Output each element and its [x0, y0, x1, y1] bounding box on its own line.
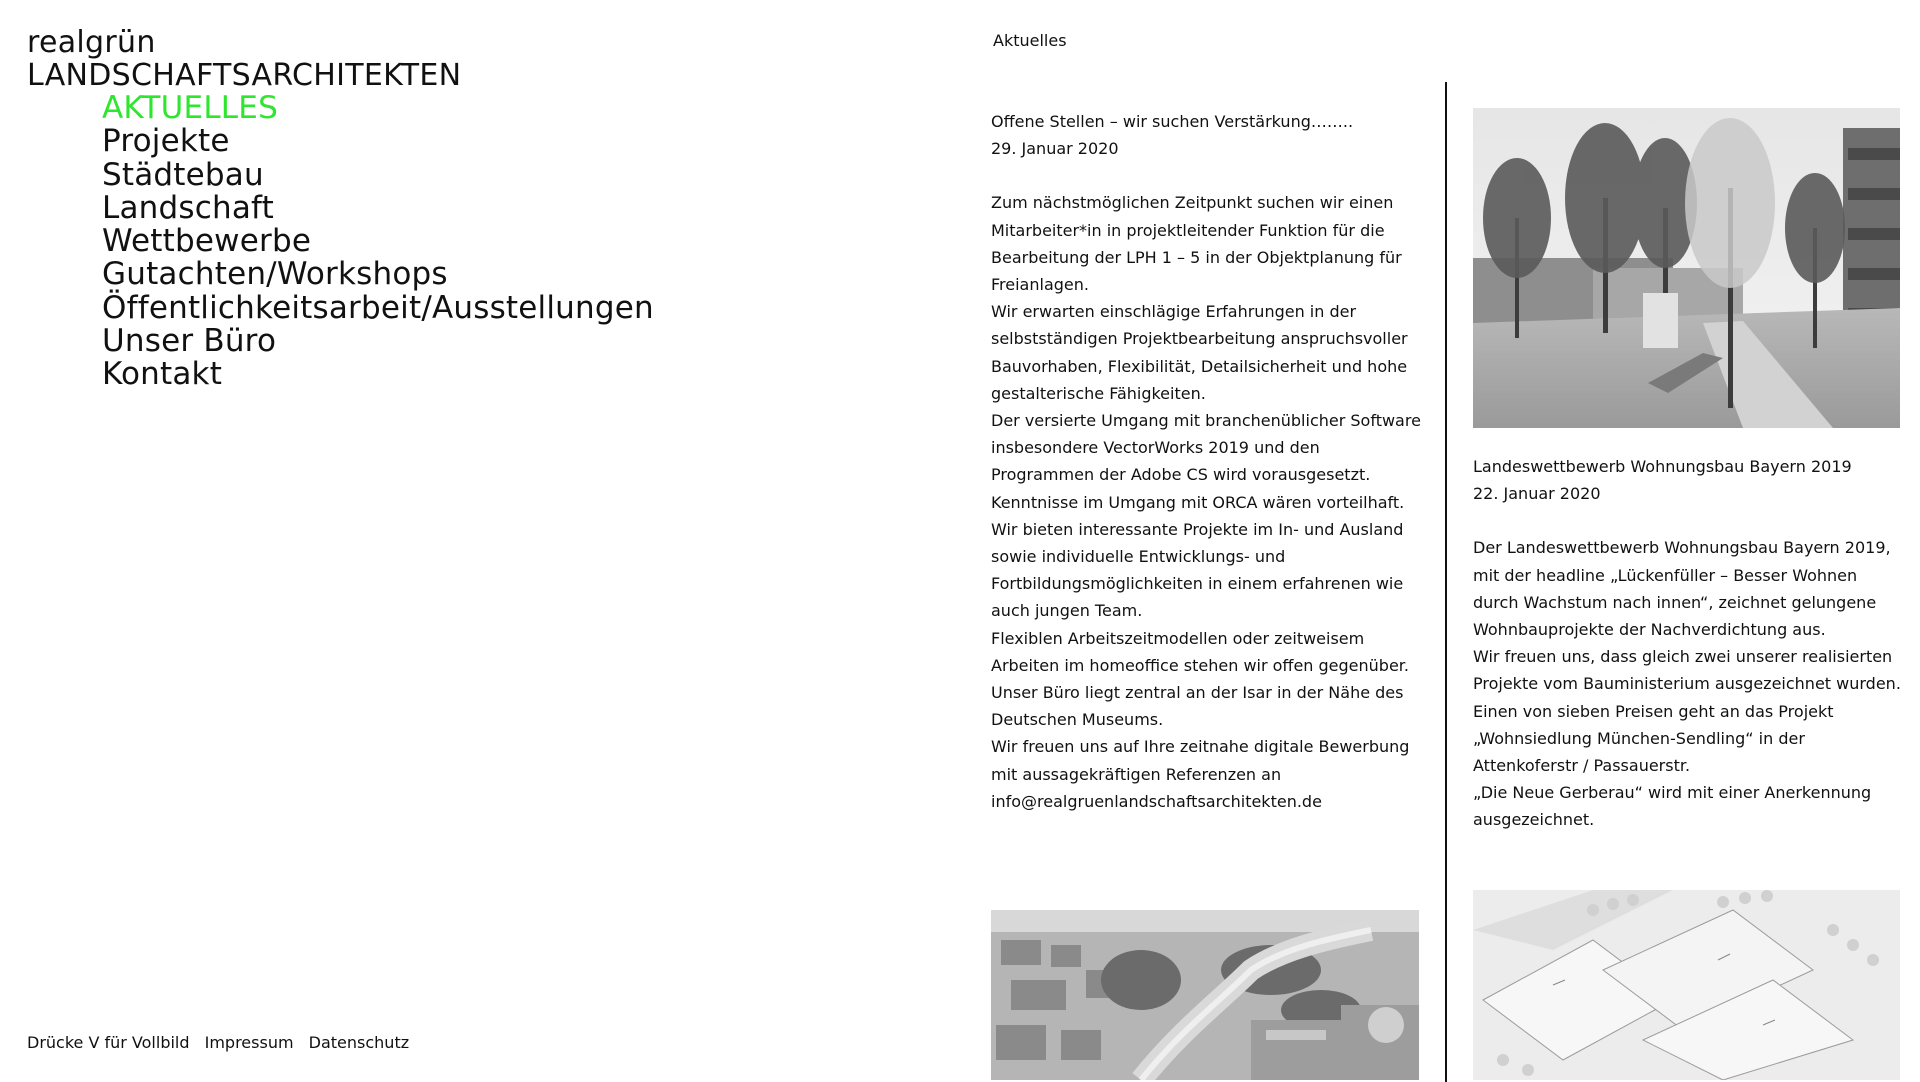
datenschutz-link[interactable]: Datenschutz: [308, 1033, 410, 1052]
fullscreen-hint[interactable]: Drücke V für Vollbild: [27, 1033, 190, 1052]
post-paragraph: Der Landeswettbewerb Wohnungsbau Bayern 2019, mit der headline „Lückenfüller – Besser Wohnen durch Wachstum nach innen“, zeichnet gelungene Wohnbauprojekte der Nachverdichtung aus.: [1473, 538, 1891, 640]
post-paragraph: Flexiblen Arbeitszeitmodellen oder zeitweisem Arbeiten im homeoffice stehen wir offen gegenüber.: [991, 628, 1409, 675]
post-body: [991, 189, 1426, 815]
breadcrumb: Aktuelles: [993, 31, 1067, 50]
post-body: [1473, 534, 1903, 833]
site-logo[interactable]: [27, 26, 461, 92]
post-title[interactable]: Landeswettbewerb Wohnungsbau Bayern 2019: [1473, 457, 1852, 476]
nav-staedtebau[interactable]: Städtebau: [102, 156, 264, 193]
column-divider: [1445, 82, 1447, 1082]
post-paragraph: Kenntnisse im Umgang mit ORCA wären vorteilhaft.: [991, 492, 1405, 512]
nav-kontakt[interactable]: Kontakt: [102, 356, 223, 393]
post-image-aerial[interactable]: [991, 910, 1419, 1080]
post-date: 22. Januar 2020: [1473, 484, 1601, 504]
main-nav: [102, 92, 654, 392]
nav-projekte[interactable]: Projekte: [102, 123, 230, 160]
post-paragraph: Wir erwarten einschlägige Erfahrungen in der selbstständigen Projektbearbeitung anspruchsvoller Bauvorhaben, Flexibilität, Detailsicherheit und hohe gestalterische Fähigkeiten.: [991, 302, 1408, 403]
post-date: 29. Januar 2020: [991, 139, 1119, 159]
nav-gutachten[interactable]: Gutachten/Workshops: [102, 256, 448, 293]
nav-buero[interactable]: Unser Büro: [102, 323, 277, 360]
nav-wettbewerbe[interactable]: Wettbewerbe: [102, 223, 312, 260]
nav-landschaft[interactable]: Landschaft: [102, 189, 274, 226]
post-offene-stellen[interactable]: [991, 108, 1426, 815]
post-paragraph: Der versierte Umgang mit branchenüblicher Software insbesondere VectorWorks 2019 und den Programmen der Adobe CS wird vorausgesetzt.: [991, 411, 1421, 485]
post-title[interactable]: Offene Stellen – wir suchen Verstärkung……..: [991, 112, 1354, 131]
nav-aktuelles[interactable]: AKTUELLES: [102, 90, 278, 126]
post-paragraph: Wir bieten interessante Projekte im In- und Ausland sowie individuelle Entwicklungs- und Fortbildungsmöglichkeiten in einem erfahrenen wie auch jungen Team.: [991, 519, 1404, 621]
impressum-link[interactable]: Impressum: [204, 1033, 294, 1052]
post-image-street[interactable]: [1473, 108, 1900, 428]
post-landeswettbewerb[interactable]: [1473, 453, 1903, 834]
post-paragraph: Einen von sieben Preisen geht an das Projekt „Wohnsiedlung München-Sendling“ in der Attenkoferstr / Passauerstr.: [1473, 701, 1834, 776]
nav-oeffentlichkeitsarbeit[interactable]: Öffentlichkeitsarbeit/Ausstellungen: [102, 289, 654, 326]
logo-line-1: realgrün: [27, 25, 156, 60]
post-paragraph: Unser Büro liegt zentral an der Isar in der Nähe des Deutschen Museums.: [991, 683, 1404, 730]
logo-line-2: LANDSCHAFTSARCHITEKTEN: [27, 58, 462, 93]
post-paragraph: „Die Neue Gerberau“ wird mit einer Anerkennung ausgezeichnet.: [1473, 783, 1872, 830]
footer: [27, 1033, 419, 1052]
post-paragraph: Wir freuen uns auf Ihre zeitnahe digitale Bewerbung mit aussagekräftigen Referenzen an info@realgruenlandschaftsarchitekten.de: [991, 737, 1410, 811]
post-paragraph: Zum nächstmöglichen Zeitpunkt suchen wir einen Mitarbeiter*in in projektleitender Funktion für die Bearbeitung der LPH 1 – 5 in der Objektplanung für Freianlagen.: [991, 193, 1402, 295]
post-image-siteplan[interactable]: [1473, 890, 1900, 1080]
post-paragraph: Wir freuen uns, dass gleich zwei unserer realisierten Projekte vom Bauministerium ausgezeichnet wurden.: [1473, 647, 1901, 694]
